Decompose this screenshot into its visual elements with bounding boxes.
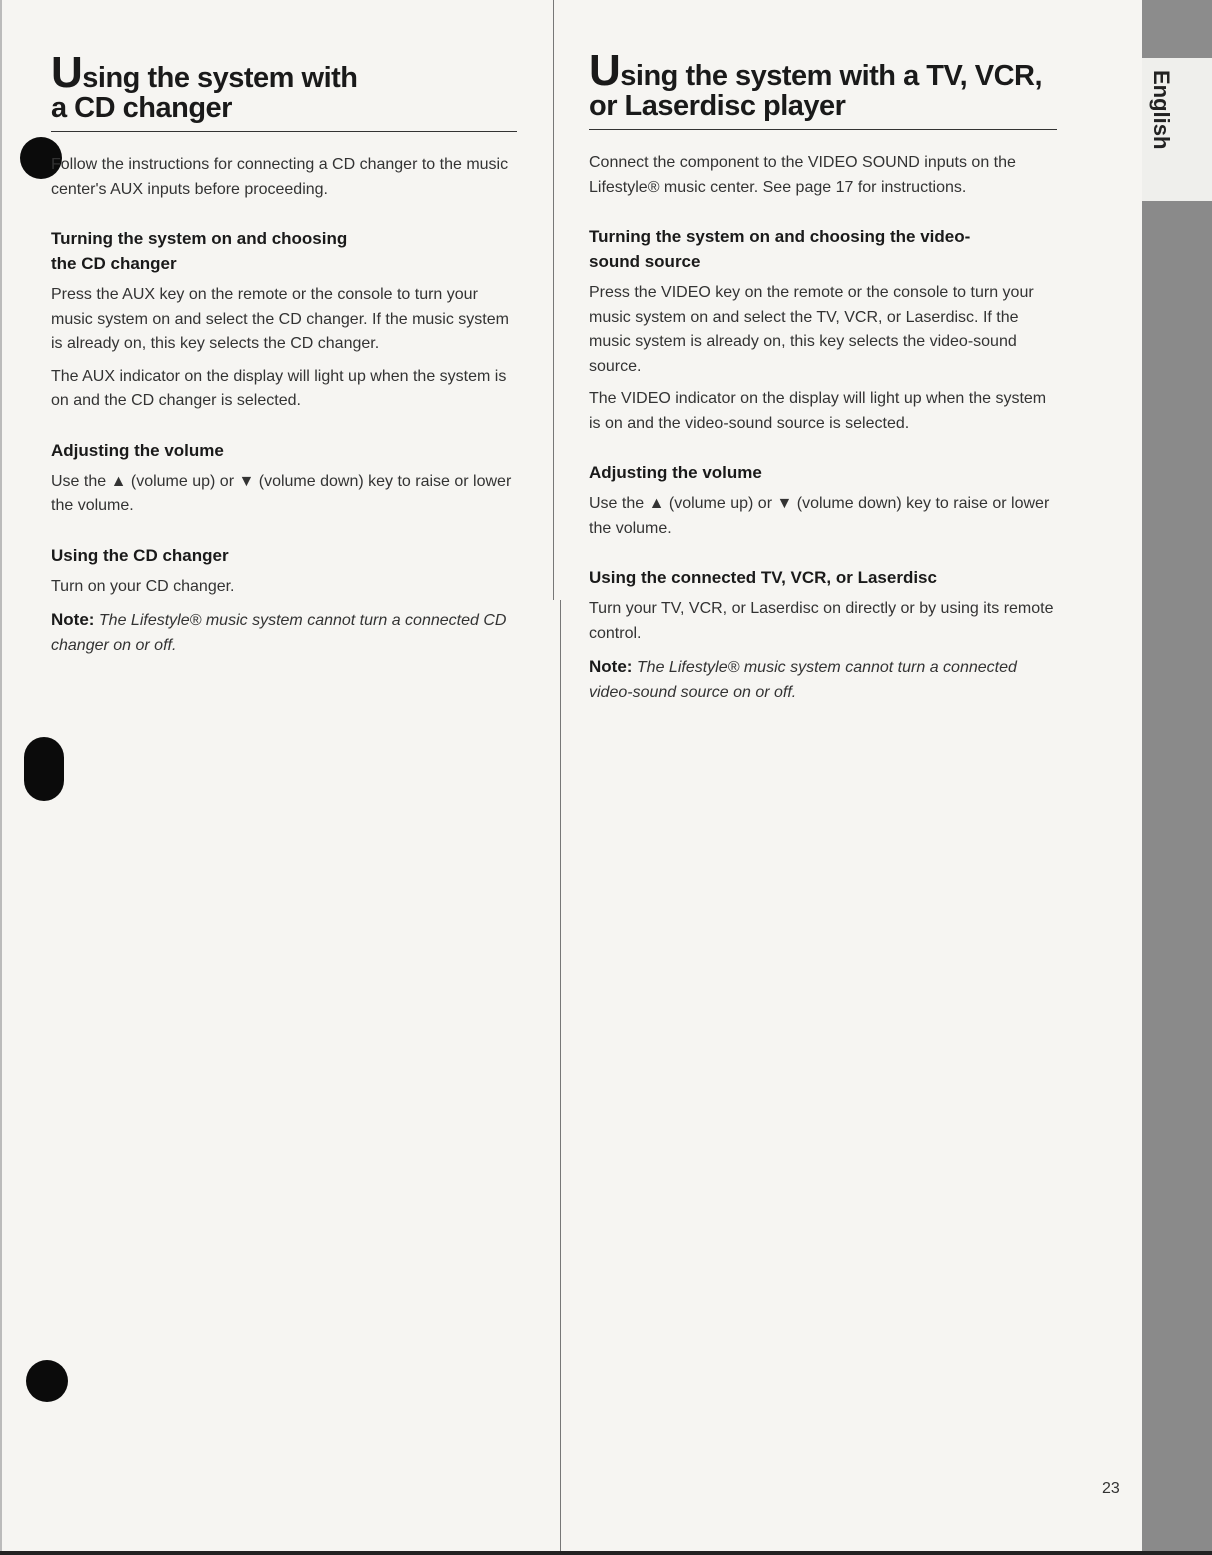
right-title-line2: or Laserdisc player <box>589 90 846 122</box>
left-paragraph: The AUX indicator on the display will light up when the system is on and the CD changer is selected. <box>51 367 507 409</box>
right-paragraph: Press the VIDEO key on the remote or the console to turn your music system on and select the TV, VCR, or Laserdisc. If the music system is already on, this key selects the video-sound source. <box>589 284 1034 375</box>
page-number: 23 <box>1102 1480 1120 1497</box>
left-note-text: The Lifestyle® music system cannot turn a connected CD changer on or off. <box>51 612 507 654</box>
right-note-label: Note: <box>589 657 633 676</box>
right-title-drop-cap: U <box>589 46 621 95</box>
page-edge <box>0 0 2 1555</box>
left-heading-turning-on-line2: the CD changer <box>51 254 177 273</box>
right-paragraph: Use the ▲ (volume up) or ▼ (volume down) key to raise or lower the volume. <box>589 495 1050 537</box>
right-column <box>589 46 1057 705</box>
right-paragraph: Turn your TV, VCR, or Laserdisc on directly or by using its remote control. <box>589 600 1054 642</box>
left-paragraph: Press the AUX key on the remote or the console to turn your music system on and select the CD changer. If the music system is already on, this key selects the CD changer. <box>51 286 509 352</box>
left-title-line2: a CD changer <box>51 92 232 124</box>
page-fold-line <box>553 0 554 600</box>
left-title-rule <box>51 131 517 132</box>
tab-strip-top <box>1142 0 1212 58</box>
right-heading-turning-on <box>589 224 1057 274</box>
left-column <box>51 48 517 658</box>
right-note-text: The Lifestyle® music system cannot turn a connected video-sound source on or off. <box>589 659 1017 701</box>
right-intro: Connect the component to the VIDEO SOUND inputs on the Lifestyle® music center. See page 17 for instructions. <box>589 154 1016 196</box>
binder-hole <box>24 737 64 801</box>
right-heading-turning-on-line2: sound source <box>589 252 701 271</box>
right-heading-turning-on-line1: Turning the system on and choosing the video- <box>589 227 971 246</box>
right-title <box>589 46 1057 122</box>
right-paragraph: The VIDEO indicator on the display will light up when the system is on and the video-sound source is selected. <box>589 390 1047 432</box>
left-title-line1: sing the system with <box>82 62 358 94</box>
left-paragraph: Use the ▲ (volume up) or ▼ (volume down) key to raise or lower the volume. <box>51 472 512 514</box>
right-heading-connected-device: Using the connected TV, VCR, or Laserdisc <box>589 568 937 587</box>
right-title-line1: sing the system with a TV, VCR, <box>620 60 1043 92</box>
binder-hole <box>26 1360 68 1402</box>
left-title <box>51 48 517 124</box>
language-tab-strip <box>1142 0 1212 1555</box>
left-heading-turning-on <box>51 226 517 276</box>
left-title-drop-cap: U <box>51 48 83 97</box>
page-fold-line <box>560 600 561 1555</box>
left-heading-volume: Adjusting the volume <box>51 440 224 460</box>
page-bottom-edge <box>0 1551 1212 1555</box>
left-note <box>51 607 517 658</box>
left-heading-cd-changer: Using the CD changer <box>51 545 229 565</box>
language-tab-label: English <box>1149 70 1174 150</box>
left-note-label: Note: <box>51 610 95 629</box>
right-note <box>589 654 1057 705</box>
left-intro: Follow the instructions for connecting a CD changer to the music center's AUX inputs before proceeding. <box>51 156 509 198</box>
right-title-rule <box>589 129 1057 130</box>
right-heading-volume: Adjusting the volume <box>589 463 762 482</box>
left-heading-turning-on-line1: Turning the system on and choosing <box>51 229 348 248</box>
left-paragraph: Turn on your CD changer. <box>51 577 235 595</box>
